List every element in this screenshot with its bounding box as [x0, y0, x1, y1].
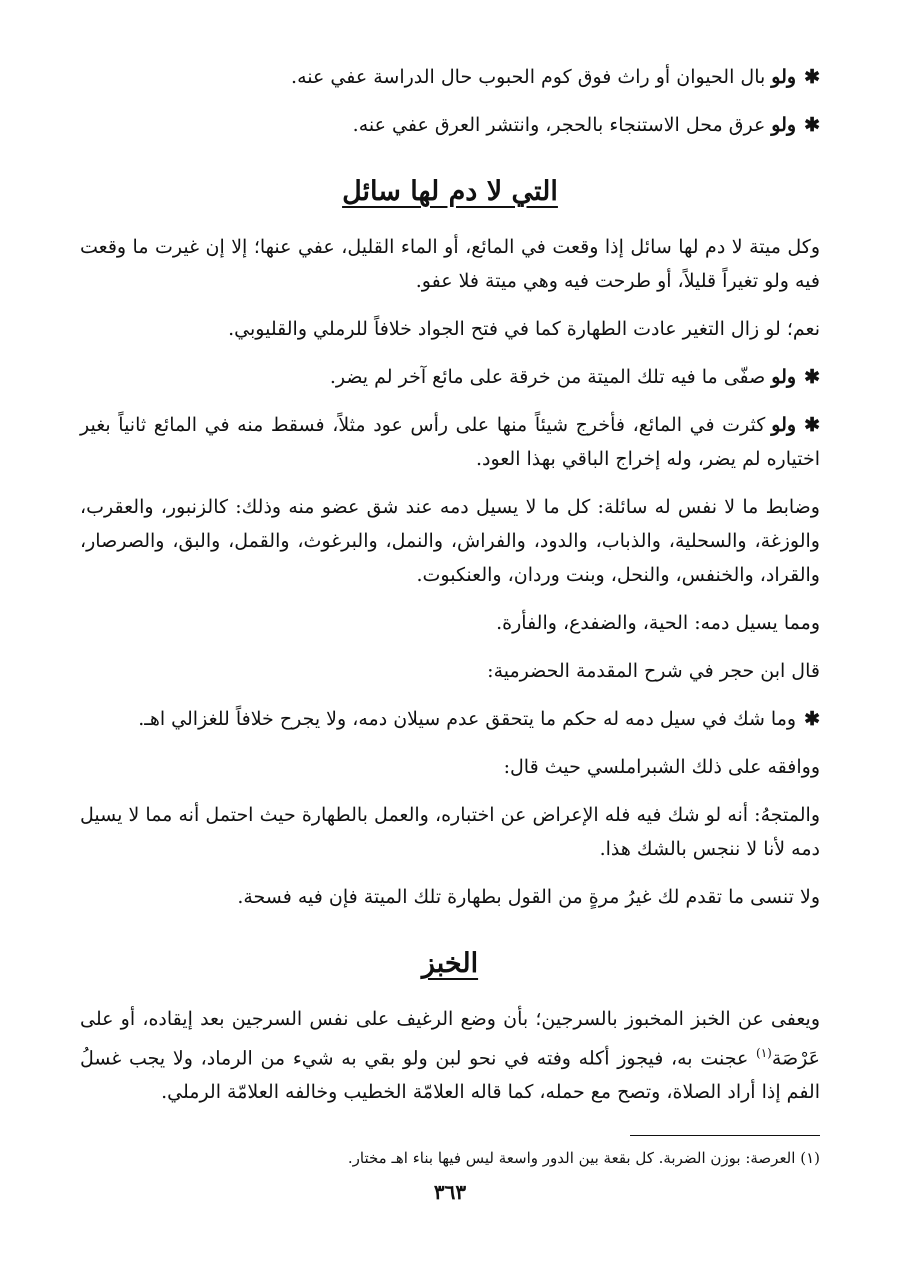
list-item: [80, 360, 820, 394]
footnote: [80, 1146, 820, 1170]
paragraph: قال ابن حجر في شرح المقدمة الحضرمية:: [487, 660, 820, 682]
footnote-reference: (١): [756, 1046, 772, 1060]
asterisk-icon: ✱: [804, 66, 820, 88]
list-item: [80, 108, 820, 142]
item-text: وما شك في سيل دمه له حكم ما يتحقق عدم سيلان دمه، ولا يجرح خلافاً للغزالي اهـ.: [138, 708, 797, 730]
page-number: ٣٦٣: [433, 1180, 467, 1204]
asterisk-icon: ✱: [804, 366, 820, 388]
paragraph-text: عجنت به، فيجوز أكله وفته في نحو لبن ولو بقي به شيء من الرماد، ولا يجب غسلُ الفم إذا أراد الصلاة، وتصح مع حمله، كما قاله العلامّة الخطيب وخالفه العلامّة الرملي.: [80, 1047, 820, 1104]
quote-item: [80, 702, 820, 736]
paragraph: وكل ميتة لا دم لها سائل إذا وقعت في المائع، أو الماء القليل، عفي عنها؛ إلا إن غيرت ما وقعت فيه ولو تغيراً قليلاً، أو طرحت فيه وهي ميتة فلا عفو.: [80, 236, 820, 292]
paragraph: نعم؛ لو زال التغير عادت الطهارة كما في فتح الجواد خلافاً للرملي والقليوبي.: [228, 318, 820, 340]
keyword: ولو: [771, 114, 797, 136]
keyword: ولو: [771, 366, 797, 388]
list-item: [80, 60, 820, 94]
item-text: صفّى ما فيه تلك الميتة من خرقة على مائع آخر لم يضر.: [329, 366, 766, 388]
keyword: ولو: [771, 66, 797, 88]
section-heading: الخبز: [421, 948, 479, 979]
footnote-text: العرصة: بوزن الضربة. كل بقعة بين الدور واسعة ليس فيها بناء اهـ مختار.: [347, 1149, 796, 1168]
paragraph-text: ويعفى عن الخبز المخبوز بالسرجين؛ بأن وضع الرغيف على نفس السرجين بعد إيقاده، أو على عَرْصَة: [80, 1008, 820, 1070]
item-text: عرق محل الاستنجاء بالحجر، وانتشر العرق عفي عنه.: [352, 114, 766, 136]
item-text: كثرت في المائع، فأخرج شيئاً منها على رأس عود مثلاً، فسقط منه في المائع ثانياً بغير اختياره لم يضر، وله إخراج الباقي بهذا العود.: [80, 414, 820, 470]
list-item: [80, 408, 820, 476]
paragraph: والمتجهُ: أنه لو شك فيه فله الإعراض عن اختباره، والعمل بالطهارة حيث احتمل أنه مما لا يسيل دمه لأنا لا ننجس بالشك هذا.: [80, 804, 820, 860]
footnote-divider: [630, 1135, 820, 1136]
paragraph: وضابط ما لا نفس له سائلة: كل ما لا يسيل دمه عند شق عضو منه وذلك: كالزنبور، والعقرب، والوزغة، والسحلية، والذباب، والدود، والفراش، والنمل، والبرغوث، والقمل، والبق، والصرصار، والقراد، والخنفس، والنحل، وبنت وردان، والعنكبوت.: [80, 496, 820, 586]
asterisk-icon: ✱: [804, 114, 820, 136]
paragraph: ومما يسيل دمه: الحية، والضفدع، والفأرة.: [496, 612, 820, 634]
paragraph: ولا تنسى ما تقدم لك غيرُ مرةٍ من القول بطهارة تلك الميتة فإن فيه فسحة.: [237, 886, 820, 908]
asterisk-icon: ✱: [804, 414, 820, 436]
paragraph: [80, 1002, 820, 1109]
asterisk-icon: ✱: [804, 708, 820, 730]
footnote-marker: (١): [800, 1149, 820, 1168]
section-heading: التي لا دم لها سائل: [342, 176, 558, 207]
keyword: ولو: [771, 414, 797, 436]
paragraph: ووافقه على ذلك الشبراملسي حيث قال:: [503, 756, 820, 778]
item-text: بال الحيوان أو راث فوق كوم الحبوب حال الدراسة عفي عنه.: [291, 66, 766, 88]
